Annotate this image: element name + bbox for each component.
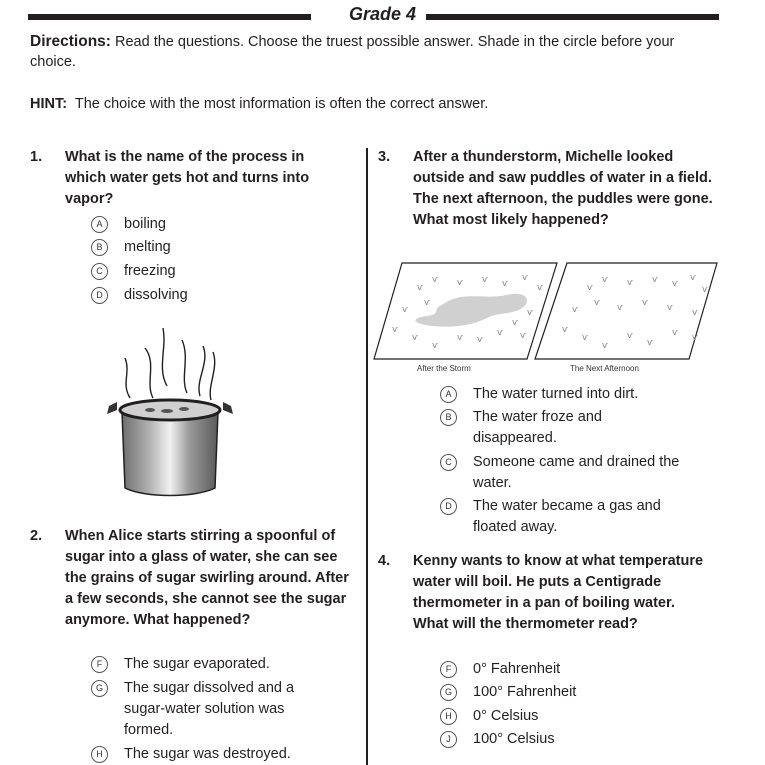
svg-text:ѵ: ѵ bbox=[672, 328, 678, 338]
question-2-text: When Alice starts stirring a spoonful of sugar into a glass of water, she can see the grains of sugar swirling around. After a few seconds, she cannot see the sugar anymore. What happened? bbox=[65, 528, 349, 628]
page-title bbox=[0, 4, 765, 25]
svg-text:ѵ: ѵ bbox=[672, 279, 678, 289]
steam-icon bbox=[125, 328, 215, 400]
option-text: 100° Celsius bbox=[473, 731, 555, 747]
directions bbox=[30, 32, 710, 72]
svg-text:ѵ: ѵ bbox=[537, 283, 543, 293]
option-text: The sugar dissolved and a sugar-water solution was formed. bbox=[124, 680, 295, 738]
answer-bubble[interactable]: F bbox=[91, 656, 108, 673]
svg-text:ѵ: ѵ bbox=[647, 338, 653, 348]
svg-text:ѵ: ѵ bbox=[602, 275, 608, 285]
svg-text:ѵ: ѵ bbox=[562, 325, 568, 335]
answer-bubble[interactable]: A bbox=[91, 216, 108, 233]
svg-text:ѵ: ѵ bbox=[652, 275, 658, 285]
question-4-number: 4. bbox=[378, 553, 391, 569]
caption-after-storm: After the Storm bbox=[417, 364, 471, 373]
answer-bubble[interactable]: C bbox=[440, 454, 457, 471]
option-text: 0° Celsius bbox=[473, 708, 539, 724]
caption-next-afternoon: The Next Afternoon bbox=[570, 364, 639, 373]
question-1-option-d[interactable] bbox=[91, 285, 188, 306]
answer-bubble[interactable]: D bbox=[91, 287, 108, 304]
svg-text:ѵ: ѵ bbox=[402, 305, 408, 315]
option-text: The water became a gas and floated away. bbox=[473, 498, 661, 535]
question-2-option-g[interactable] bbox=[91, 678, 331, 741]
option-text: The sugar was destroyed. bbox=[124, 746, 291, 762]
boiling-pot-illustration bbox=[95, 318, 245, 503]
answer-bubble[interactable]: G bbox=[91, 680, 108, 697]
svg-text:ѵ: ѵ bbox=[527, 308, 533, 318]
svg-text:ѵ: ѵ bbox=[457, 278, 463, 288]
question-4-option-g[interactable] bbox=[440, 682, 576, 703]
question-3-number: 3. bbox=[378, 149, 391, 165]
question-3-option-a[interactable] bbox=[440, 384, 638, 405]
question-4-option-j[interactable] bbox=[440, 729, 555, 750]
svg-text:ѵ: ѵ bbox=[582, 333, 588, 343]
svg-text:ѵ: ѵ bbox=[432, 341, 438, 351]
question-3-option-d[interactable] bbox=[440, 496, 683, 538]
question-2-option-h[interactable] bbox=[91, 744, 291, 765]
option-text: Someone came and drained the water. bbox=[473, 454, 680, 491]
svg-text:ѵ: ѵ bbox=[417, 283, 423, 293]
svg-text:ѵ: ѵ bbox=[497, 328, 503, 338]
svg-text:ѵ: ѵ bbox=[477, 335, 483, 345]
question-2-option-f[interactable] bbox=[91, 654, 270, 675]
option-text: The sugar evaporated. bbox=[124, 656, 270, 672]
answer-bubble[interactable]: H bbox=[91, 746, 108, 763]
question-3-text: After a thunderstorm, Michelle looked outside and saw puddles of water in a field. The next afternoon, the puddles were gone. What most likely happened? bbox=[413, 149, 713, 228]
svg-text:ѵ: ѵ bbox=[617, 303, 623, 313]
column-divider bbox=[366, 148, 368, 765]
option-text: The water turned into dirt. bbox=[473, 386, 639, 402]
svg-text:ѵ: ѵ bbox=[520, 331, 526, 341]
hint-text: The choice with the most information is often the correct answer. bbox=[67, 96, 489, 112]
directions-label: Directions: bbox=[30, 33, 111, 50]
hint bbox=[30, 96, 488, 112]
answer-bubble[interactable]: F bbox=[440, 661, 457, 678]
svg-text:ѵ: ѵ bbox=[432, 275, 438, 285]
svg-text:ѵ: ѵ bbox=[594, 298, 600, 308]
option-text: dissolving bbox=[124, 287, 188, 303]
question-4-text: Kenny wants to know at what temperature water will boil. He puts a Centigrade thermometer in a pan of boiling water. What will the thermometer read? bbox=[413, 553, 704, 632]
question-3-option-c[interactable] bbox=[440, 452, 708, 494]
svg-text:ѵ: ѵ bbox=[692, 333, 698, 343]
option-text: 100° Fahrenheit bbox=[473, 684, 577, 700]
option-text: boiling bbox=[124, 216, 166, 232]
question-3-option-b[interactable] bbox=[440, 407, 643, 449]
question-1-option-b[interactable] bbox=[91, 237, 171, 258]
question-1-option-c[interactable] bbox=[91, 261, 176, 282]
svg-text:ѵ: ѵ bbox=[690, 273, 696, 283]
svg-text:ѵ: ѵ bbox=[627, 278, 633, 288]
svg-text:ѵ: ѵ bbox=[692, 308, 698, 318]
svg-text:ѵ: ѵ bbox=[512, 318, 518, 328]
svg-text:ѵ: ѵ bbox=[642, 298, 648, 308]
answer-bubble[interactable]: C bbox=[91, 263, 108, 280]
svg-text:ѵ: ѵ bbox=[392, 325, 398, 335]
svg-text:ѵ: ѵ bbox=[424, 298, 430, 308]
answer-bubble[interactable]: J bbox=[440, 731, 457, 748]
question-1-number: 1. bbox=[30, 149, 43, 165]
svg-text:ѵ: ѵ bbox=[482, 275, 488, 285]
question-4-option-f[interactable] bbox=[440, 659, 560, 680]
question-1-text: What is the name of the process in which water gets hot and turns into vapor? bbox=[65, 149, 310, 207]
option-text: freezing bbox=[124, 263, 176, 279]
option-text: 0° Fahrenheit bbox=[473, 661, 561, 677]
svg-text:ѵ: ѵ bbox=[702, 285, 708, 295]
answer-bubble[interactable]: B bbox=[440, 409, 457, 426]
question-2-number: 2. bbox=[30, 528, 43, 544]
svg-text:ѵ: ѵ bbox=[502, 279, 508, 289]
answer-bubble[interactable]: B bbox=[91, 239, 108, 256]
answer-bubble[interactable]: H bbox=[440, 708, 457, 725]
svg-text:ѵ: ѵ bbox=[572, 305, 578, 315]
svg-text:ѵ: ѵ bbox=[457, 333, 463, 343]
svg-text:ѵ: ѵ bbox=[667, 303, 673, 313]
answer-bubble[interactable]: D bbox=[440, 498, 457, 515]
directions-text: Read the questions. Choose the truest possible answer. Shade in the circle before your choice. bbox=[30, 34, 675, 70]
svg-text:ѵ: ѵ bbox=[602, 341, 608, 351]
puddle-comparison-illustration bbox=[372, 260, 722, 365]
option-text: melting bbox=[124, 239, 171, 255]
question-1-option-a[interactable] bbox=[91, 214, 166, 235]
svg-text:ѵ: ѵ bbox=[587, 283, 593, 293]
svg-text:ѵ: ѵ bbox=[522, 273, 528, 283]
answer-bubble[interactable]: G bbox=[440, 684, 457, 701]
svg-text:ѵ: ѵ bbox=[412, 333, 418, 343]
page-title-text: Grade 4 bbox=[339, 4, 426, 24]
svg-text:ѵ: ѵ bbox=[627, 331, 633, 341]
option-text: The water froze and disappeared. bbox=[473, 409, 602, 446]
question-4-option-h[interactable] bbox=[440, 706, 538, 727]
hint-label: HINT: bbox=[30, 96, 68, 112]
answer-bubble[interactable]: A bbox=[440, 386, 457, 403]
